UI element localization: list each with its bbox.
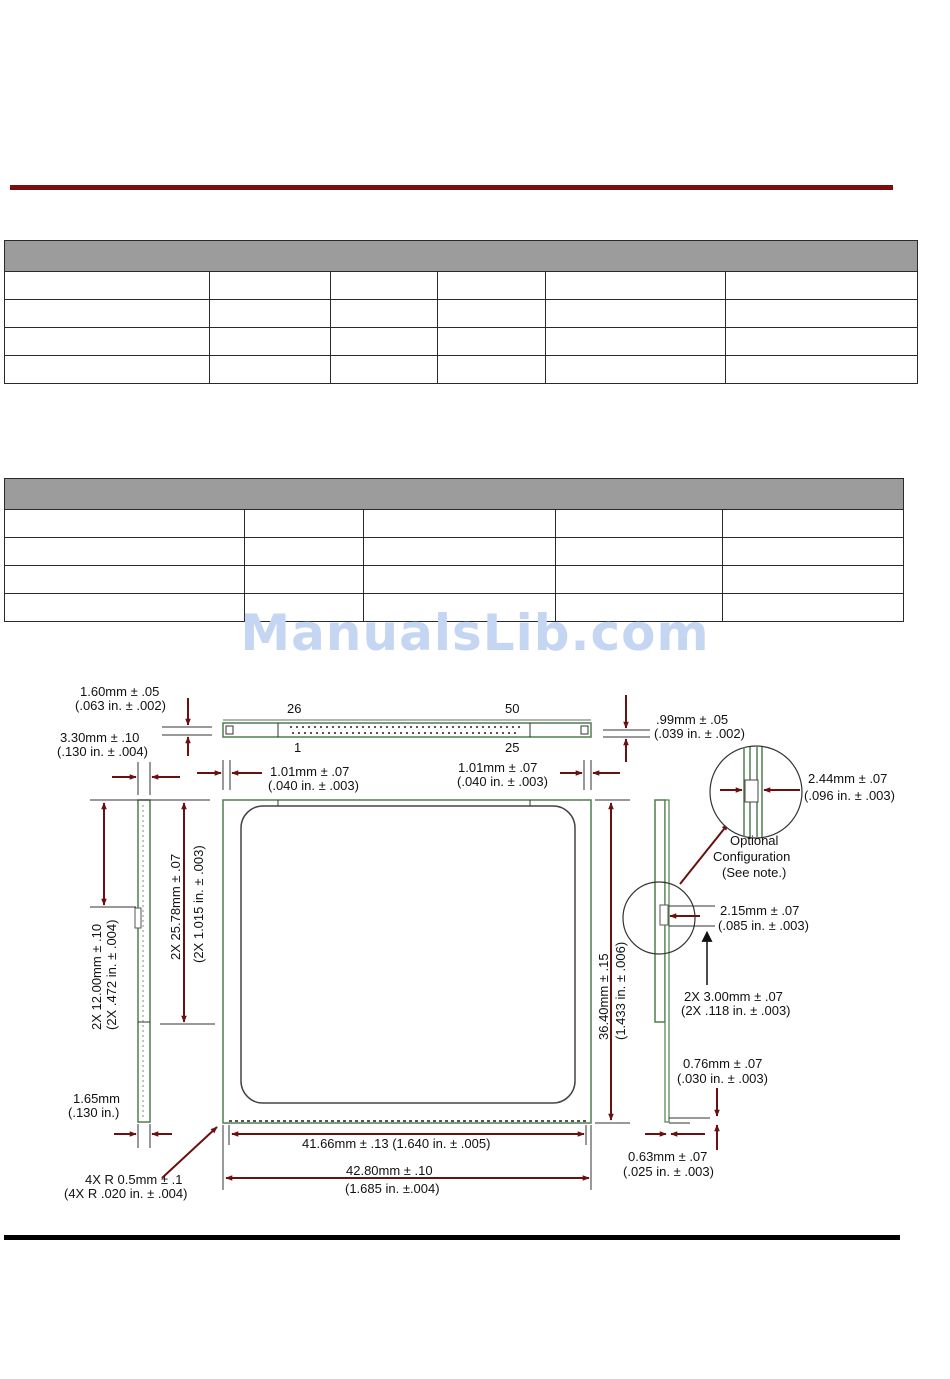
optional-config-detail	[710, 746, 802, 838]
dim-lip-mm: 0.76mm ± .07	[683, 1056, 763, 1071]
dim-lip-in: (.030 in. ± .003)	[677, 1071, 768, 1086]
connector-edge-view	[223, 720, 591, 737]
dim-side-width-in: (.130 in. ± .004)	[57, 744, 148, 759]
dim-key-width-in: (.085 in. ± .003)	[718, 918, 809, 933]
pin-label-26: 26	[287, 701, 302, 716]
see-note-label: (See note.)	[722, 865, 787, 880]
dim-bottom-margin-in: (.130 in.)	[68, 1105, 120, 1120]
dim-lip2-mm: 0.63mm ± .07	[628, 1149, 708, 1164]
dim-key-length-in: (2X .118 in. ± .003)	[681, 1003, 791, 1018]
dim-slot-span-in: (2X 1.015 in. ± .003)	[191, 845, 206, 963]
dim-inner-width: 41.66mm ± .13 (1.640 in. ± .005)	[302, 1136, 491, 1151]
dim-lip2-in: (.025 in. ± .003)	[623, 1164, 714, 1179]
dim-edge-left-mm: 1.01mm ± .07	[270, 764, 350, 779]
configuration-label: Configuration	[713, 849, 791, 864]
dim-key-width-mm: 2.15mm ± .07	[720, 903, 800, 918]
left-side-view	[135, 800, 150, 1122]
dim-edge-right-mm: 1.01mm ± .07	[458, 760, 538, 775]
dim-edge-left-in: (.040 in. ± .003)	[268, 778, 359, 793]
dim-height-mm: 36.40mm ± .15	[596, 953, 611, 1040]
dim-outer-width-in: (1.685 in. ±.004)	[345, 1181, 440, 1196]
dim-outer-width-mm: 42.80mm ± .10	[346, 1163, 433, 1178]
dim-key-length-mm: 2X 3.00mm ± .07	[684, 989, 783, 1004]
pin-label-1: 1	[294, 740, 302, 755]
bottom-rule	[4, 1235, 900, 1240]
dim-corner-radius-mm: 4X R 0.5mm ± .1	[85, 1172, 183, 1187]
dim-guide-length-in: (2X .472 in. ± .004)	[104, 919, 119, 1030]
pin-label-25: 25	[505, 740, 520, 755]
dim-opt-width-mm: 2.44mm ± .07	[808, 771, 888, 786]
dim-edge-right-in: (.040 in. ± .003)	[457, 774, 548, 789]
dim-slot-span-mm: 2X 25.78mm ± .07	[168, 853, 183, 960]
optional-label: Optional	[730, 833, 779, 848]
watermark: ManualsLib.com	[240, 604, 710, 662]
dim-bottom-margin-mm: 1.65mm	[73, 1091, 120, 1106]
dim-rail-thickness-mm: .99mm ± .05	[656, 712, 729, 727]
dim-header-height-mm: 1.60mm ± .05	[80, 684, 160, 699]
dim-guide-length-mm: 2X 12.00mm ± .10	[89, 923, 104, 1030]
dim-rail-thickness-in: (.039 in. ± .002)	[654, 726, 745, 741]
dim-opt-width-in: (.096 in. ± .003)	[804, 788, 895, 803]
dim-side-width-mm: 3.30mm ± .10	[60, 730, 140, 745]
pin-label-50: 50	[505, 701, 520, 716]
dim-header-height-in: (.063 in. ± .002)	[75, 698, 166, 713]
dim-height-in: (1.433 in. ± .006)	[613, 941, 628, 1040]
card-front-view	[223, 800, 591, 1123]
dim-corner-radius-in: (4X R .020 in. ± .004)	[64, 1186, 188, 1201]
